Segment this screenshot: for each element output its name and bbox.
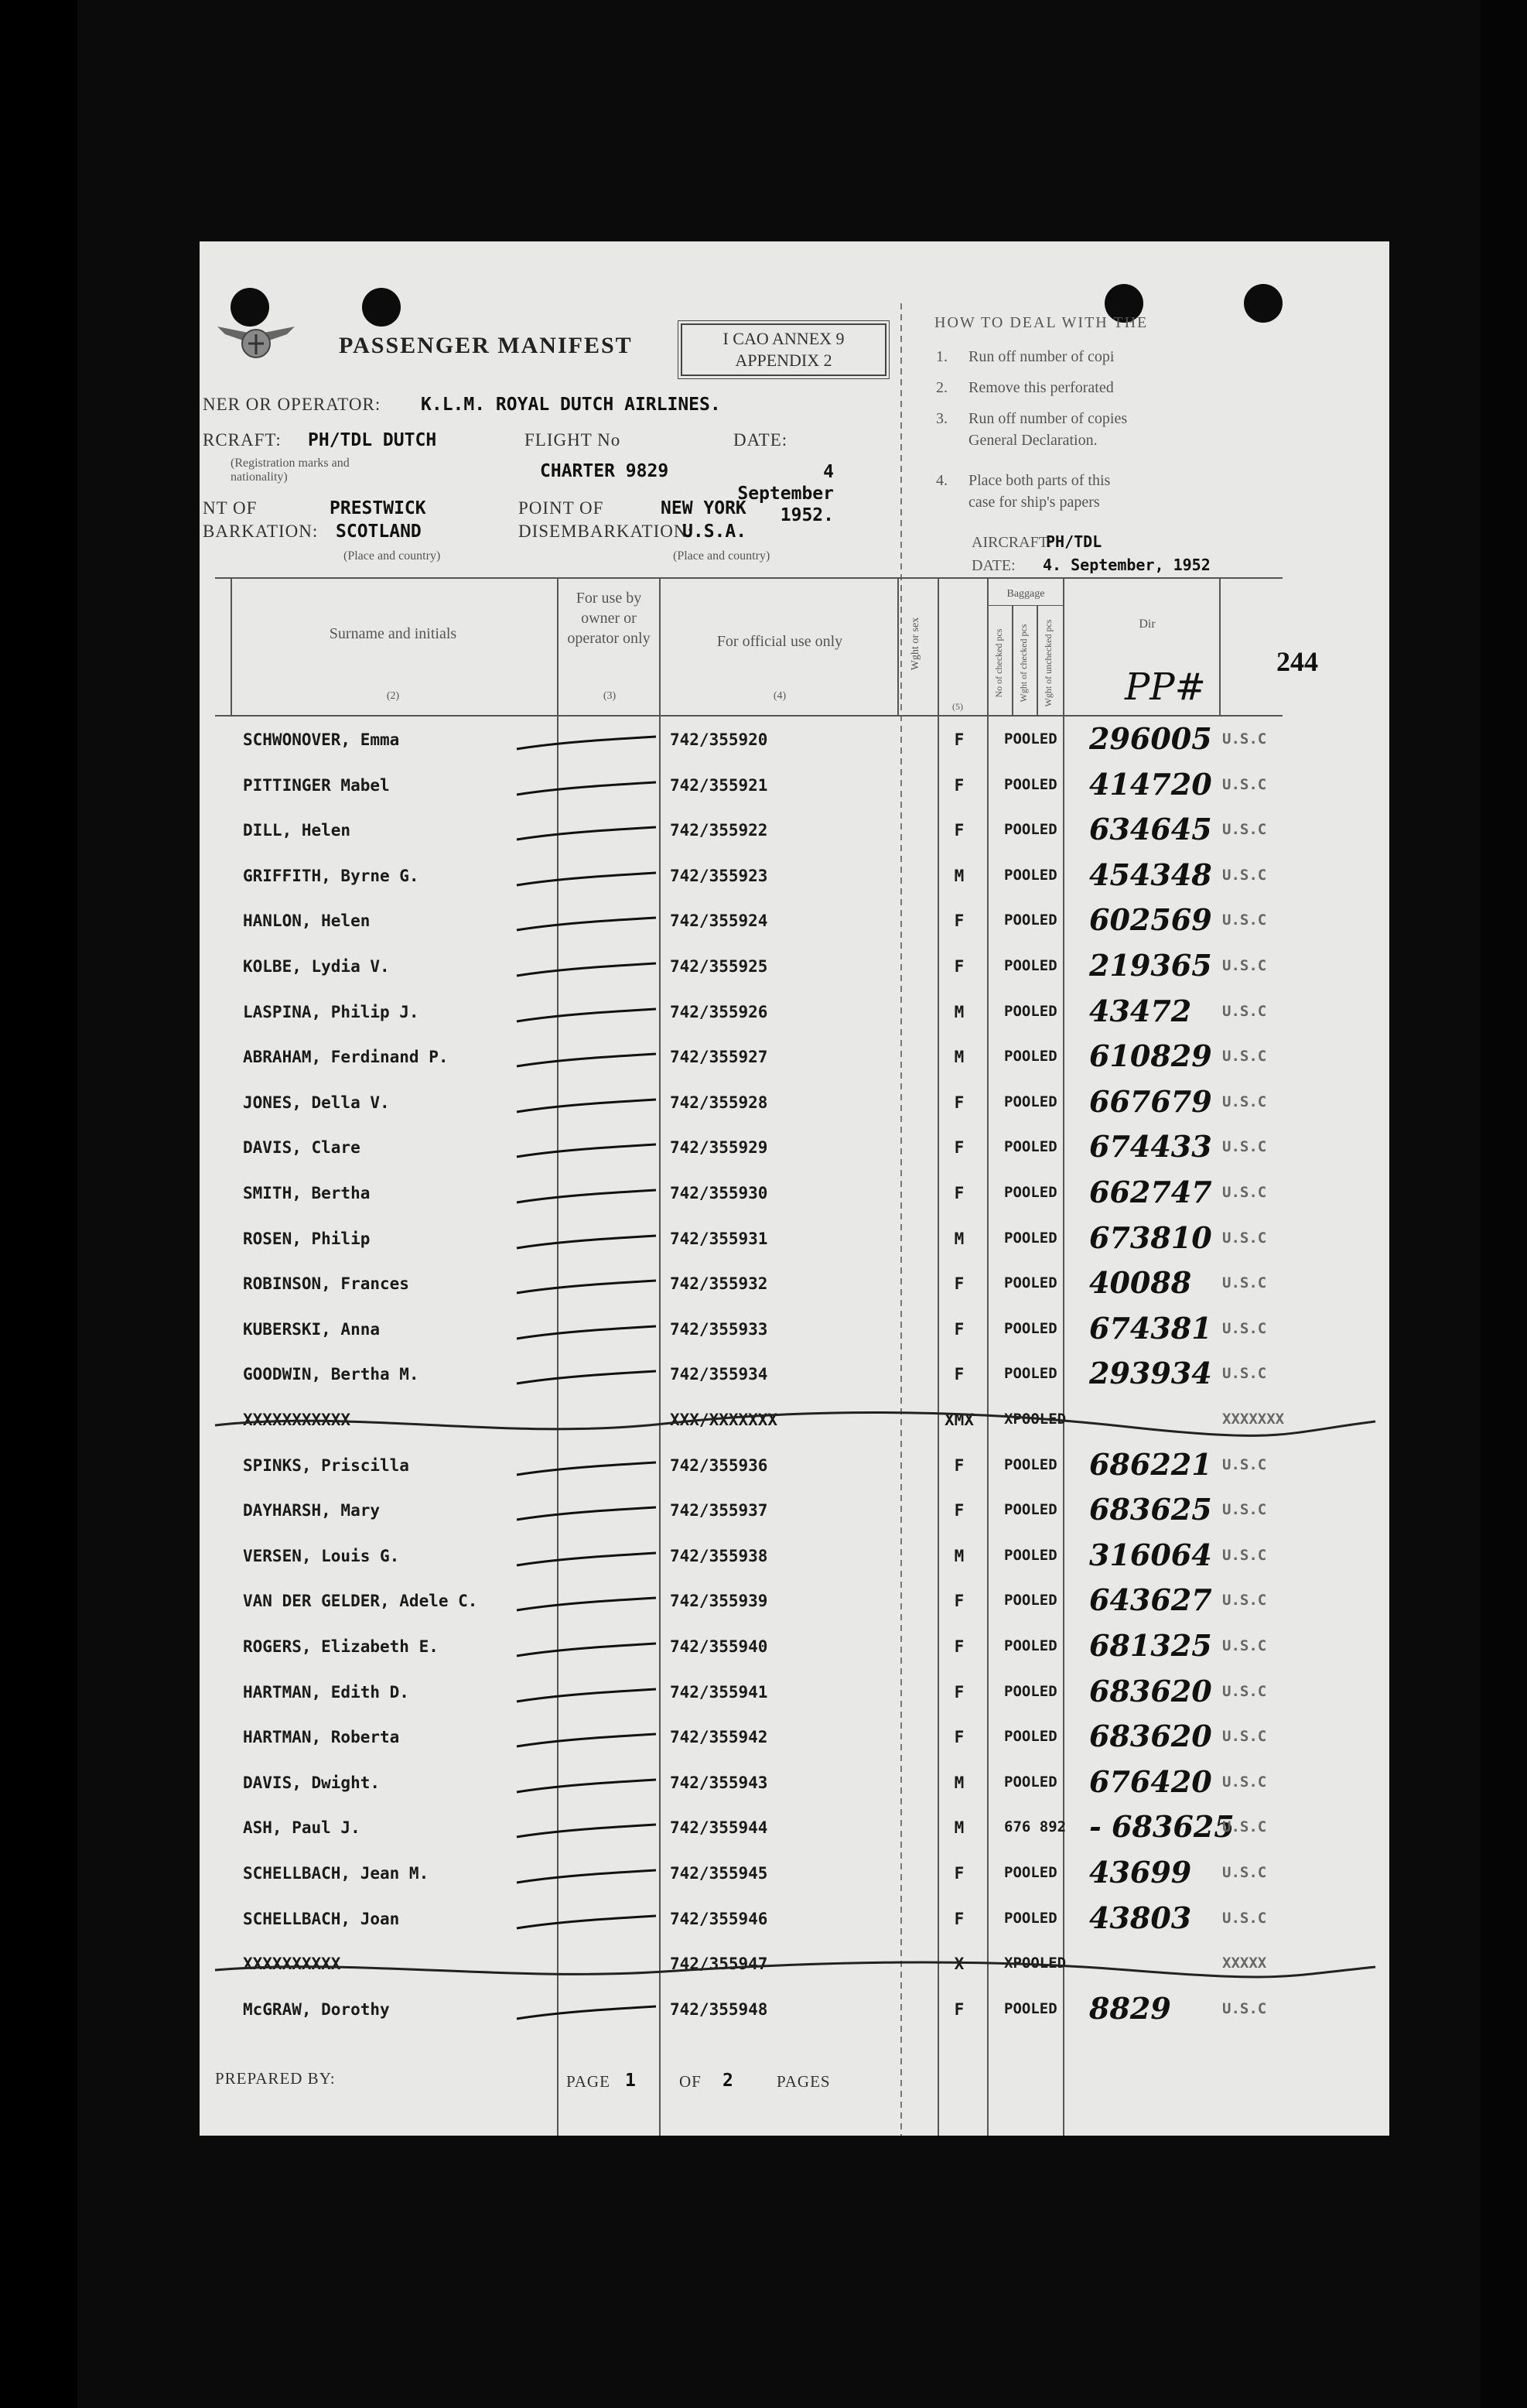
stub-aircraft-value: PH/TDL	[1046, 532, 1102, 551]
col-official-num: (4)	[773, 690, 787, 702]
passenger-name: VAN DER GELDER, Adele C.	[243, 1592, 478, 1610]
col-owner-num: (3)	[603, 690, 617, 702]
passenger-name: SMITH, Bertha	[243, 1184, 371, 1202]
passenger-name: DAVIS, Clare	[243, 1138, 360, 1157]
owner-use-pen-stroke	[509, 778, 664, 801]
passenger-sex: M	[954, 1048, 965, 1066]
passenger-name: ABRAHAM, Ferdinand P.	[243, 1048, 449, 1066]
destination-code: U.S.C	[1222, 821, 1267, 838]
passenger-name: DAYHARSH, Mary	[243, 1501, 381, 1520]
manifest-sheet	[200, 241, 1389, 2136]
instruction-2-num: 2.	[936, 379, 948, 396]
destination-code: U.S.C	[1222, 1184, 1267, 1201]
passenger-sex: XMX	[945, 1411, 974, 1429]
passenger-name: JONES, Della V.	[243, 1093, 390, 1112]
destination-code: U.S.C	[1222, 1093, 1267, 1110]
passenger-sex: X	[954, 1955, 965, 1973]
baggage-status: POOLED	[1004, 1637, 1057, 1654]
owner-use-pen-stroke	[509, 1095, 664, 1118]
passenger-name: ROBINSON, Frances	[243, 1274, 409, 1293]
handwritten-number: 681325	[1089, 1628, 1212, 1663]
owner-use-pen-stroke	[509, 1593, 664, 1616]
page-number: 1	[625, 2071, 636, 2091]
passenger-sex: F	[954, 1637, 965, 1656]
owner-use-pen-stroke	[509, 1866, 664, 1889]
stub-date-value: 4. September, 1952	[1043, 556, 1211, 574]
destination-code: U.S.C	[1222, 912, 1267, 929]
table-top-rule	[215, 577, 1283, 579]
baggage-status: POOLED	[1004, 1683, 1057, 1700]
handwritten-number: 8829	[1089, 1991, 1171, 2026]
annex-line-1: I CAO ANNEX 9	[723, 329, 845, 348]
ticket-number: 742/355925	[670, 957, 768, 976]
passenger-sex: M	[954, 1230, 965, 1248]
passenger-name: PITTINGER Mabel	[243, 776, 390, 795]
col-owner-use: For use by owner or operator only	[567, 590, 651, 647]
owner-use-pen-stroke	[509, 1820, 664, 1843]
passenger-sex: F	[954, 1864, 965, 1883]
aircraft-label: RCRAFT:	[203, 430, 282, 450]
aircraft-value: PH/TDL DUTCH	[308, 430, 437, 450]
ticket-number: 742/355936	[670, 1456, 768, 1475]
ticket-number: 742/355928	[670, 1093, 768, 1112]
col-bag-unchecked: Wght of unchecked pcs	[1043, 619, 1054, 707]
embarkation-label-1: NT OF	[203, 498, 258, 518]
ticket-number: 742/355940	[670, 1637, 768, 1656]
passenger-name: ROGERS, Elizabeth E.	[243, 1637, 439, 1656]
instruction-3-num: 3.	[936, 410, 948, 427]
embarkation-label-2: BARKATION:	[203, 522, 319, 541]
baggage-status: POOLED	[1004, 1320, 1057, 1337]
col-rule	[1012, 605, 1013, 717]
stub-aircraft-label: AIRCRAFT:	[972, 534, 1052, 551]
handwritten-number: 454348	[1089, 857, 1212, 892]
handwritten-number: 667679	[1089, 1084, 1212, 1119]
punch-hole	[362, 288, 401, 327]
passenger-name: LASPINA, Philip J.	[243, 1003, 419, 1021]
ticket-number: 742/355941	[670, 1683, 768, 1702]
ticket-number: 742/355924	[670, 912, 768, 930]
baggage-status: POOLED	[1004, 1456, 1057, 1473]
passenger-sex: F	[954, 957, 965, 976]
baggage-status: POOLED	[1004, 1728, 1057, 1745]
punch-hole	[1244, 284, 1283, 323]
handwritten-number: 683625	[1089, 1492, 1212, 1527]
owner-use-pen-stroke	[509, 1049, 664, 1072]
col-bag-weight: Wght of checked pcs	[1018, 624, 1029, 703]
place-note-2: (Place and country)	[673, 549, 770, 563]
ticket-number: 742/355926	[670, 1003, 768, 1021]
owner-use-pen-stroke	[509, 1322, 664, 1345]
passenger-sex: F	[954, 1683, 965, 1702]
destination-code: U.S.C	[1222, 1728, 1267, 1745]
baggage-status: POOLED	[1004, 1774, 1057, 1791]
handwritten-number: 43472	[1089, 994, 1192, 1028]
handwritten-number: 683620	[1089, 1719, 1212, 1753]
handwritten-number: 293934	[1089, 1356, 1212, 1390]
ticket-number: 742/355931	[670, 1230, 768, 1248]
col-rule	[1063, 577, 1064, 2136]
passenger-sex: M	[954, 1774, 965, 1792]
destination-code: U.S.C	[1222, 1864, 1267, 1881]
owner-use-pen-stroke	[509, 1729, 664, 1753]
instruction-2: Remove this perforated	[968, 379, 1114, 396]
strike-line-row-28	[200, 1947, 1389, 1993]
baggage-status: 676 892	[1004, 1818, 1067, 1835]
destination-code: U.S.C	[1222, 1365, 1267, 1382]
passenger-sex: M	[954, 1003, 965, 1021]
annex-box	[681, 323, 886, 376]
ticket-number: 742/355927	[670, 1048, 768, 1066]
destination-code: U.S.C	[1222, 1818, 1267, 1835]
ticket-number: 742/355922	[670, 821, 768, 840]
passenger-name: SCHELLBACH, Jean M.	[243, 1864, 429, 1883]
destination-code: U.S.C	[1222, 957, 1267, 974]
handwritten-number: 673810	[1089, 1220, 1212, 1255]
col-surname: Surname and initials	[329, 625, 457, 642]
owner-use-pen-stroke	[509, 1231, 664, 1254]
passenger-name: HARTMAN, Edith D.	[243, 1683, 409, 1702]
col-rule	[659, 577, 661, 2136]
baggage-status: POOLED	[1004, 1501, 1057, 1518]
date-value: 4 September 1952.	[737, 462, 834, 525]
ticket-number: 742/355921	[670, 776, 768, 795]
disembarkation-value-2: U.S.A.	[682, 522, 747, 542]
passenger-sex: F	[954, 1728, 965, 1746]
place-note: (Place and country)	[343, 549, 441, 563]
col-surname-num: (2)	[386, 690, 400, 702]
handwritten-number: 602569	[1089, 902, 1212, 937]
handwritten-number: 634645	[1089, 812, 1212, 847]
ticket-number: 742/355930	[670, 1184, 768, 1202]
disembarkation-label-1: POINT OF	[518, 498, 604, 518]
passenger-name: GOODWIN, Bertha M.	[243, 1365, 419, 1384]
baggage-status: POOLED	[1004, 1138, 1057, 1155]
disembarkation-value-1: NEW YORK	[661, 498, 746, 518]
passenger-name: ASH, Paul J.	[243, 1818, 360, 1837]
owner-use-pen-stroke	[509, 1366, 664, 1390]
instruction-4-num: 4.	[936, 472, 948, 489]
instruction-4b: case for ship's papers	[968, 494, 1100, 511]
scan-border-left	[0, 0, 77, 2408]
handwritten-number: 686221	[1089, 1447, 1212, 1482]
handwritten-number: 43803	[1089, 1900, 1192, 1935]
owner-use-pen-stroke	[509, 868, 664, 891]
handwritten-number: 40088	[1089, 1265, 1192, 1300]
passenger-sex: F	[954, 776, 965, 795]
destination-code: U.S.C	[1222, 2000, 1267, 2017]
passenger-sex: F	[954, 821, 965, 840]
stub-date-label: DATE:	[972, 557, 1016, 574]
registration-note: (Registration marks and nationality)	[231, 457, 350, 484]
destination-code: U.S.C	[1222, 1910, 1267, 1927]
handwritten-number: 414720	[1089, 767, 1212, 802]
baggage-status: POOLED	[1004, 1592, 1057, 1609]
col-rule	[1219, 577, 1221, 717]
passenger-sex: F	[954, 912, 965, 930]
instruction-1-num: 1.	[936, 348, 948, 365]
passenger-name: ROSEN, Philip	[243, 1230, 371, 1248]
baggage-rule	[987, 605, 1063, 606]
destination-code: U.S.C	[1222, 1048, 1267, 1065]
handwritten-number: 674433	[1089, 1129, 1212, 1164]
passenger-name: SCHELLBACH, Joan	[243, 1910, 400, 1928]
handwritten-number: 43699	[1089, 1855, 1192, 1890]
ticket-number: 742/355946	[670, 1910, 768, 1928]
prepared-by-label: PREPARED BY:	[215, 2069, 336, 2088]
destination-code: U.S.C	[1222, 1501, 1267, 1518]
passenger-name: KOLBE, Lydia V.	[243, 957, 390, 976]
passenger-sex: F	[954, 1501, 965, 1520]
passenger-name: DILL, Helen	[243, 821, 351, 840]
ticket-number: XXX/XXXXXXX	[670, 1411, 778, 1429]
page-stamp: 244	[1276, 646, 1318, 677]
ticket-number: 742/355944	[670, 1818, 768, 1837]
ticket-number: 742/355920	[670, 730, 768, 749]
flight-label: FLIGHT No	[524, 430, 621, 450]
col-rule	[231, 577, 232, 717]
pages-label: PAGES	[777, 2072, 831, 2091]
owner-use-pen-stroke	[509, 823, 664, 846]
destination-code: U.S.C	[1222, 1138, 1267, 1155]
passenger-sex: F	[954, 1274, 965, 1293]
baggage-status: POOLED	[1004, 821, 1057, 838]
destination-code: U.S.C	[1222, 776, 1267, 793]
handwritten-number: 662747	[1089, 1175, 1212, 1209]
instruction-3: Run off number of copies	[968, 410, 1128, 427]
handwritten-number: 683620	[1089, 1674, 1212, 1709]
col-rule	[1037, 605, 1038, 717]
col-bag-count: No of checked pcs	[993, 628, 1004, 698]
handwritten-number: 610829	[1089, 1038, 1212, 1073]
passenger-sex: F	[954, 1910, 965, 1928]
passenger-name: GRIFFITH, Byrne G.	[243, 867, 419, 885]
baggage-status: POOLED	[1004, 1274, 1057, 1291]
passenger-sex: F	[954, 1456, 965, 1475]
passenger-name: HARTMAN, Roberta	[243, 1728, 400, 1746]
destination-code: U.S.C	[1222, 1637, 1267, 1654]
destination-code: U.S.C	[1222, 1456, 1267, 1473]
handwritten-number: 676420	[1089, 1764, 1212, 1799]
destination-code: U.S.C	[1222, 1683, 1267, 1700]
passenger-name: VERSEN, Louis G.	[243, 1547, 400, 1565]
col-baggage: Baggage	[1006, 588, 1045, 600]
destination-code: U.S.C	[1222, 1274, 1267, 1291]
ticket-number: 742/355939	[670, 1592, 768, 1610]
disembarkation-label-2: DISEMBARKATION:	[518, 522, 693, 541]
baggage-status: POOLED	[1004, 1864, 1057, 1881]
embarkation-value-1: PRESTWICK	[330, 498, 426, 518]
col-rule	[557, 577, 559, 2136]
passenger-name: SCHWONOVER, Emma	[243, 730, 400, 749]
ticket-number: 742/355934	[670, 1365, 768, 1384]
destination-code: U.S.C	[1222, 1592, 1267, 1609]
passenger-sex: F	[954, 1365, 965, 1384]
baggage-status: POOLED	[1004, 1093, 1057, 1110]
instruction-4: Place both parts of this	[968, 472, 1111, 489]
col-rule	[987, 577, 989, 2136]
instruction-1: Run off number of copi	[968, 348, 1115, 365]
baggage-status: POOLED	[1004, 2000, 1057, 2017]
owner-use-pen-stroke	[509, 1639, 664, 1662]
manifest-title: PASSENGER MANIFEST	[339, 333, 633, 358]
passenger-sex: M	[954, 1818, 965, 1837]
owner-use-pen-stroke	[509, 913, 664, 936]
ticket-number: 742/355947	[670, 1955, 768, 1973]
destination-code: U.S.C	[1222, 1774, 1267, 1791]
flight-value: CHARTER 9829	[540, 461, 669, 481]
owner-label: NER OR OPERATOR:	[203, 395, 381, 414]
passenger-sex: F	[954, 2000, 965, 2019]
passenger-name: HANLON, Helen	[243, 912, 371, 930]
baggage-status: POOLED	[1004, 1048, 1057, 1065]
ticket-number: 742/355938	[670, 1547, 768, 1565]
annex-line-2: APPENDIX 2	[735, 351, 832, 370]
baggage-status: POOLED	[1004, 1003, 1057, 1020]
total-pages: 2	[723, 2071, 733, 2091]
owner-use-pen-stroke	[509, 1458, 664, 1481]
klm-wings-logo	[214, 311, 299, 373]
destination-code: U.S.C	[1222, 1547, 1267, 1564]
baggage-status: XPOOLED	[1004, 1411, 1067, 1428]
owner-use-pen-stroke	[509, 1276, 664, 1299]
baggage-status: POOLED	[1004, 1365, 1057, 1382]
col-weight-sex: Wght or sex	[910, 617, 921, 671]
ticket-number: 742/355933	[670, 1320, 768, 1339]
destination-code: U.S.C	[1222, 1003, 1267, 1020]
baggage-status: POOLED	[1004, 957, 1057, 974]
owner-use-pen-stroke	[509, 1503, 664, 1526]
ticket-number: 742/355923	[670, 867, 768, 885]
baggage-status: POOLED	[1004, 1230, 1057, 1247]
col-rule	[938, 577, 939, 2136]
owner-use-pen-stroke	[509, 1004, 664, 1028]
passenger-sex: F	[954, 730, 965, 749]
owner-use-pen-stroke	[509, 1911, 664, 1934]
passenger-name: XXXXXXXXXXX	[243, 1411, 351, 1429]
baggage-status: POOLED	[1004, 776, 1057, 793]
passenger-name: KUBERSKI, Anna	[243, 1320, 381, 1339]
col-weight-sex-num: (5)	[952, 701, 963, 712]
owner-use-pen-stroke	[509, 959, 664, 982]
passenger-sex: F	[954, 1184, 965, 1202]
owner-value: K.L.M. ROYAL DUTCH AIRLINES.	[421, 395, 721, 415]
handwritten-number: 674381	[1089, 1311, 1212, 1346]
ticket-number: 742/355948	[670, 2000, 768, 2019]
baggage-status: XPOOLED	[1004, 1955, 1067, 1972]
passenger-sex: F	[954, 1320, 965, 1339]
passenger-name: SPINKS, Priscilla	[243, 1456, 409, 1475]
table-head-rule	[215, 715, 1283, 717]
destination-code: XXXXX	[1222, 1955, 1267, 1972]
passenger-name: XXXXXXXXXX	[243, 1955, 341, 1973]
baggage-status: POOLED	[1004, 1184, 1057, 1201]
ticket-number: 742/355937	[670, 1501, 768, 1520]
ticket-number: 742/355942	[670, 1728, 768, 1746]
col-official: For official use only	[716, 633, 843, 650]
handwritten-number: 643627	[1089, 1582, 1212, 1617]
instructions-heading: HOW TO DEAL WITH THE	[934, 314, 1149, 331]
ticket-number: 742/355943	[670, 1774, 768, 1792]
passenger-sex: F	[954, 1592, 965, 1610]
owner-use-pen-stroke	[509, 1685, 664, 1708]
handwritten-number: - 683625	[1089, 1809, 1235, 1844]
scan-border-right	[1481, 0, 1527, 2408]
strike-line-row-16	[200, 1402, 1389, 1449]
of-label: OF	[679, 2072, 702, 2091]
owner-use-pen-stroke	[509, 1548, 664, 1572]
owner-use-pen-stroke	[509, 1775, 664, 1798]
destination-code: U.S.C	[1222, 730, 1267, 747]
col-rule	[897, 577, 899, 717]
passenger-name: McGRAW, Dorothy	[243, 2000, 390, 2019]
ticket-number: 742/355929	[670, 1138, 768, 1157]
handwritten-number: 296005	[1089, 721, 1212, 756]
destination-code: U.S.C	[1222, 1320, 1267, 1337]
passenger-sex: F	[954, 1138, 965, 1157]
ticket-number: 742/355932	[670, 1274, 768, 1293]
destination-code: XXXXXXX	[1222, 1411, 1285, 1428]
owner-use-pen-stroke	[509, 2002, 664, 2025]
ticket-number: 742/355945	[670, 1864, 768, 1883]
owner-use-pen-stroke	[509, 1140, 664, 1163]
baggage-status: POOLED	[1004, 912, 1057, 929]
instruction-3b: General Declaration.	[968, 432, 1098, 449]
passenger-sex: F	[954, 1093, 965, 1112]
passenger-sex: M	[954, 867, 965, 885]
destination-code: U.S.C	[1222, 867, 1267, 884]
col-direction: Dir	[1139, 617, 1156, 631]
date-label: DATE:	[733, 430, 788, 450]
destination-code: U.S.C	[1222, 1230, 1267, 1247]
passenger-sex: M	[954, 1547, 965, 1565]
handwritten-number: 316064	[1089, 1537, 1212, 1572]
passenger-name: DAVIS, Dwight.	[243, 1774, 381, 1792]
pp-handwritten-mark: PP#	[1125, 665, 1206, 709]
baggage-status: POOLED	[1004, 1547, 1057, 1564]
handwritten-number: 219365	[1089, 948, 1212, 983]
owner-use-pen-stroke	[509, 732, 664, 755]
baggage-status: POOLED	[1004, 867, 1057, 884]
baggage-status: POOLED	[1004, 1910, 1057, 1927]
embarkation-value-2: SCOTLAND	[336, 522, 422, 542]
owner-use-pen-stroke	[509, 1185, 664, 1209]
page-label: PAGE	[566, 2072, 610, 2091]
baggage-status: POOLED	[1004, 730, 1057, 747]
